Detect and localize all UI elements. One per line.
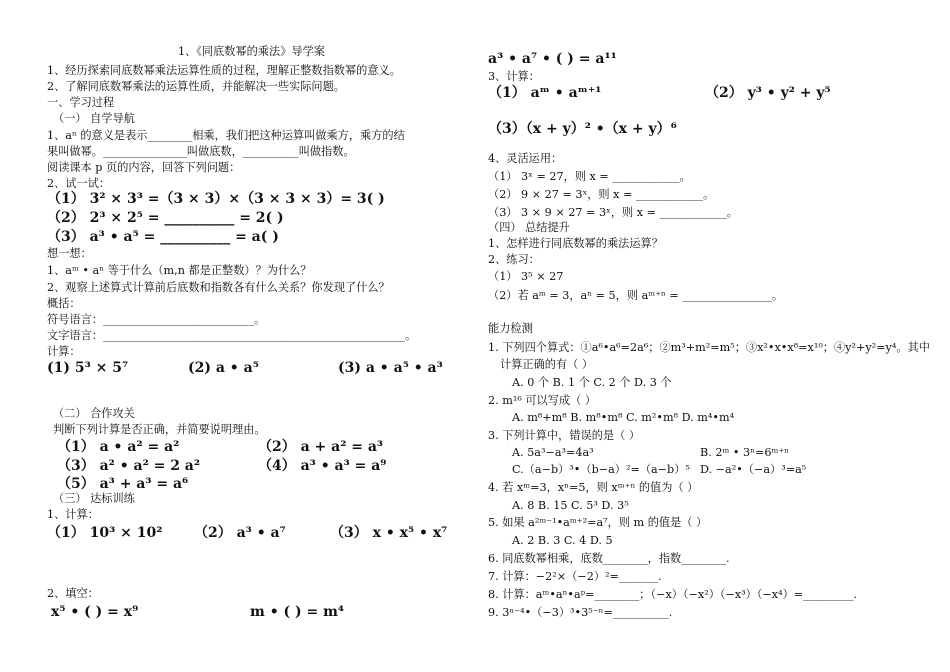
exercise-item: （2） a³ • a⁷ <box>194 525 286 541</box>
exercise-line: （3） a³ • a⁵ = __________ = a( ) <box>47 229 279 245</box>
subsection-heading: （四） 总结提升 <box>488 221 570 234</box>
label: 计算： <box>47 345 81 358</box>
exercise-item: （3）（x + y）² •（x + y）⁶ <box>488 121 677 137</box>
fill-line: 文字语言：______________________________________________________。 <box>47 329 417 342</box>
question-text: 2. m¹⁶ 可以写成（ ） <box>488 394 597 407</box>
exercise-item: （1） a • a² = a² <box>57 439 180 455</box>
fill-line: 符号语言：___________________________。 <box>47 313 266 326</box>
exercise-item: (1) 5³ × 5⁷ <box>47 360 129 376</box>
exercise-item: （1） aᵐ • aᵐ⁺¹ <box>488 85 602 101</box>
subsection-heading: 想一想： <box>47 247 92 260</box>
question-text: 果叫做幂。_______________叫做底数，__________叫做指数。 <box>47 145 355 158</box>
choices: A. 8 B. 15 C. 5³ D. 3⁵ <box>512 499 629 512</box>
label: 2、练习： <box>488 253 540 266</box>
question-label: 2、试一试： <box>47 177 111 190</box>
subsection-heading: （一） 自学导航 <box>53 112 135 125</box>
exercise-item: （2）若 aᵐ = 3，aⁿ = 5，则 aᵐ⁺ⁿ = ________________。 <box>488 289 784 302</box>
question-text: 2、观察上述算式计算前后底数和指数各有什么关系？你发现了什么？ <box>47 281 390 294</box>
page-title: 1、《同底数幂的乘法》导学案 <box>178 45 325 58</box>
goal-2: 2、了解同底数幂乘法的运算性质，并能解决一些实际问题。 <box>47 80 345 93</box>
exercise-item: （3） a² • a² = 2 a² <box>57 458 201 474</box>
exercise-item: （4） a³ • a³ = a⁹ <box>258 458 387 474</box>
question-text: 1. 下列四个算式：①a⁶•a⁶=2a⁶；②m³+m²=m⁵；③x²•x•x⁸=x¹⁰；④y²+y²=y⁴。其中 <box>488 341 930 354</box>
exercise-line: （1） 3² × 3³ =（3 × 3）×（3 × 3 × 3）= 3( ) <box>47 191 385 207</box>
instruction: 判断下列计算是否正确，并简要说明理由。 <box>53 423 266 436</box>
choice: D. −a²•（−a）³=a⁵ <box>700 463 807 476</box>
exercise-line: （2） 2³ × 2⁵ = __________ = 2( ) <box>47 210 284 226</box>
fill-item: m • ( ) = m⁴ <box>250 604 345 620</box>
fill-item: x⁵ • ( ) = x⁹ <box>51 604 139 620</box>
label: 3、计算： <box>488 70 540 83</box>
question-text: 9. 3ⁿ⁻⁴•（−3）³•3⁵⁻ⁿ=__________. <box>488 606 673 619</box>
section-heading: 一、学习过程 <box>47 96 115 109</box>
label: 概括： <box>47 297 81 310</box>
exercise-item: （1） 3ˣ = 27，则 x = ____________。 <box>488 170 691 183</box>
subsection-heading: （二） 合作攻关 <box>53 407 135 420</box>
question-text: 6. 同底数幂相乘，底数________，指数________. <box>488 552 730 565</box>
label: 2、填空： <box>47 587 99 600</box>
question-text: 8. 计算：aᵐ•aⁿ•aᵖ=________；（−x）（−x²）（−x³）（−x⁴）=_________. <box>488 588 858 601</box>
choice: B. 2ᵐ • 3ⁿ=6ᵐ⁺ⁿ <box>700 446 790 459</box>
exercise-item: （3） x • x⁵ • x⁷ <box>330 525 448 541</box>
exercise-item: （1） 10³ × 10² <box>47 525 163 541</box>
choice: A. 5a³−a³=4a³ <box>512 446 594 459</box>
exercise-item: （1） 3⁵ × 27 <box>488 270 564 283</box>
question-text: 3. 下列计算中，错误的是（ ） <box>488 429 641 442</box>
exercise-item: （5） a³ + a³ = a⁶ <box>57 476 189 492</box>
question-text: 1、aᵐ • aⁿ 等于什么（m,n 都是正整数）？为什么？ <box>47 264 312 277</box>
exercise-item: （2） 9 × 27 = 3ˣ，则 x = ____________。 <box>488 188 715 201</box>
exercise-item: (3) a • a⁵ • a³ <box>338 360 443 376</box>
label: 1、计算： <box>47 508 99 521</box>
exercise-item: (2) a • a⁵ <box>188 360 259 376</box>
choices: A. 0 个 B. 1 个 C. 2 个 D. 3 个 <box>512 376 672 389</box>
question-text: 1、aⁿ 的意义是表示________相乘，我们把这种运算叫做乘方，乘方的结 <box>47 129 405 142</box>
choice: C.（a−b）³•（b−a）²=（a−b）⁵ <box>512 463 690 476</box>
question-text: 7. 计算：−2²×（−2）²=_______. <box>488 570 662 583</box>
choices: A. 2 B. 3 C. 4 D. 5 <box>512 534 613 547</box>
exercise-item: （2） y³ • y² + y⁵ <box>705 85 831 101</box>
label: 4、灵活运用： <box>488 152 563 165</box>
question-text: 5. 如果 a²ᵐ⁻¹•aᵐ⁺²=a⁷，则 m 的值是（ ） <box>488 516 708 529</box>
goal-1: 1、经历探索同底数幂乘法运算性质的过程，理解正整数指数幂的意义。 <box>47 64 401 77</box>
exercise-item: （2） a + a² = a³ <box>258 439 384 455</box>
fill-item: a³ • a⁷ • ( ) = a¹¹ <box>488 51 617 67</box>
section-heading: 能力检测 <box>488 322 533 335</box>
reading-instruction: 阅读课本 p 页的内容，回答下列问题： <box>47 161 241 174</box>
question-text: 4. 若 xᵐ=3，xⁿ=5，则 xᵐ⁺ⁿ 的值为（ ） <box>488 481 699 494</box>
choices: A. m⁸+m⁸ B. m⁸•m⁸ C. m²•m⁸ D. m⁴•m⁴ <box>512 411 735 424</box>
exercise-item: （3） 3 × 9 × 27 = 3ˣ，则 x = ____________。 <box>488 206 738 219</box>
question-text: 计算正确的有（ ） <box>500 358 594 371</box>
question-text: 1、怎样进行同底数幂的乘法运算？ <box>488 237 663 250</box>
subsection-heading: （三） 达标训练 <box>53 492 135 505</box>
